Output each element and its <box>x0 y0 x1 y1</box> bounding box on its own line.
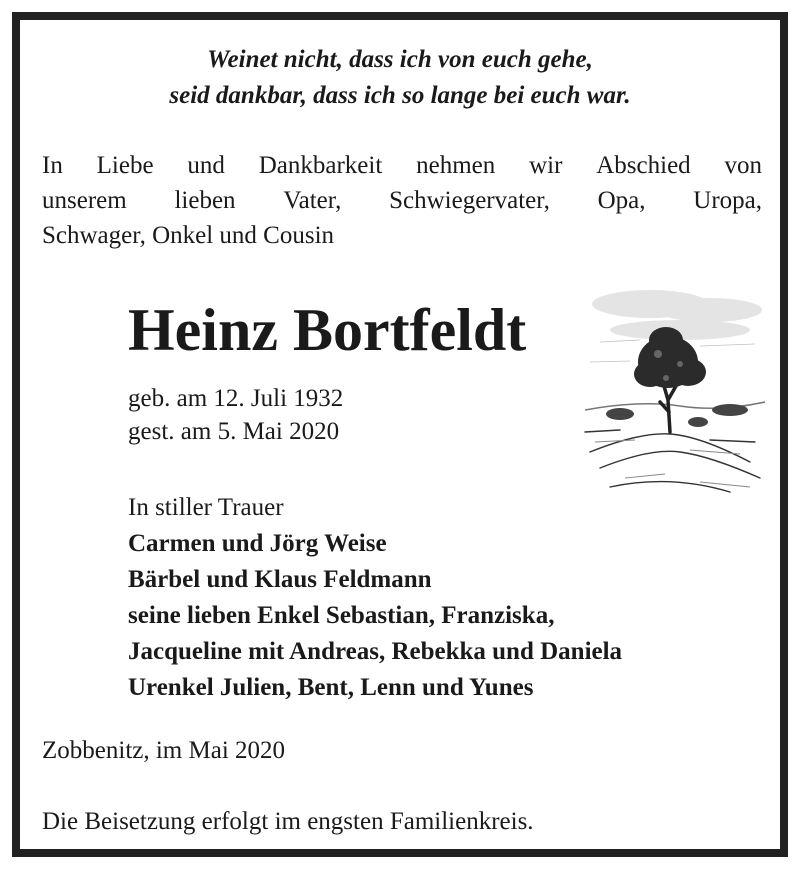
mourner-line: seine lieben Enkel Sebastian, Franziska, <box>128 602 555 629</box>
intro-word: Dankbarkeit <box>258 152 383 179</box>
intro-line: Schwager, Onkel und Cousin <box>42 222 335 249</box>
life-dates <box>128 382 343 448</box>
mourner-line: Urenkel Julien, Bent, Lenn und Yunes <box>128 674 534 701</box>
intro-word: In <box>42 152 63 179</box>
obituary-notice <box>12 12 788 857</box>
funeral-note: Die Beisetzung erfolgt im engsten Familienkreis. <box>42 808 534 835</box>
mourning-intro: In stiller Trauer <box>128 494 284 521</box>
tree-landscape-icon <box>580 282 770 502</box>
birth-date: geb. am 12. Juli 1932 <box>128 385 344 412</box>
motto-line: seid dankbar, dass ich so lange bei euch war. <box>169 82 631 109</box>
intro-word: Vater, <box>283 187 342 214</box>
intro-word: Opa, <box>597 187 646 214</box>
deceased-name: Heinz Bortfeldt <box>128 297 527 363</box>
intro-text <box>42 148 762 253</box>
intro-line <box>42 148 762 183</box>
mourner-line: Carmen und Jörg Weise <box>128 530 387 557</box>
intro-word: lieben <box>174 187 236 214</box>
mourners-list <box>128 490 622 706</box>
mourner-line: Jacqueline mit Andreas, Rebekka und Daniela <box>128 638 623 665</box>
intro-word: unserem <box>42 187 127 214</box>
motto-quote <box>20 42 780 114</box>
intro-word: wir <box>529 152 563 179</box>
death-date: gest. am 5. Mai 2020 <box>128 418 340 445</box>
intro-word: von <box>724 152 762 179</box>
place-date: Zobbenitz, im Mai 2020 <box>42 737 286 764</box>
intro-line <box>42 183 762 218</box>
mourner-line: Bärbel und Klaus Feldmann <box>128 566 432 593</box>
intro-word: Schwiegervater, <box>389 187 550 214</box>
intro-word: Abschied <box>596 152 691 179</box>
intro-word: Uropa, <box>693 187 762 214</box>
intro-word: und <box>187 152 225 179</box>
motto-line: Weinet nicht, dass ich von euch gehe, <box>207 46 593 73</box>
intro-word: Liebe <box>96 152 154 179</box>
intro-word: nehmen <box>416 152 496 179</box>
